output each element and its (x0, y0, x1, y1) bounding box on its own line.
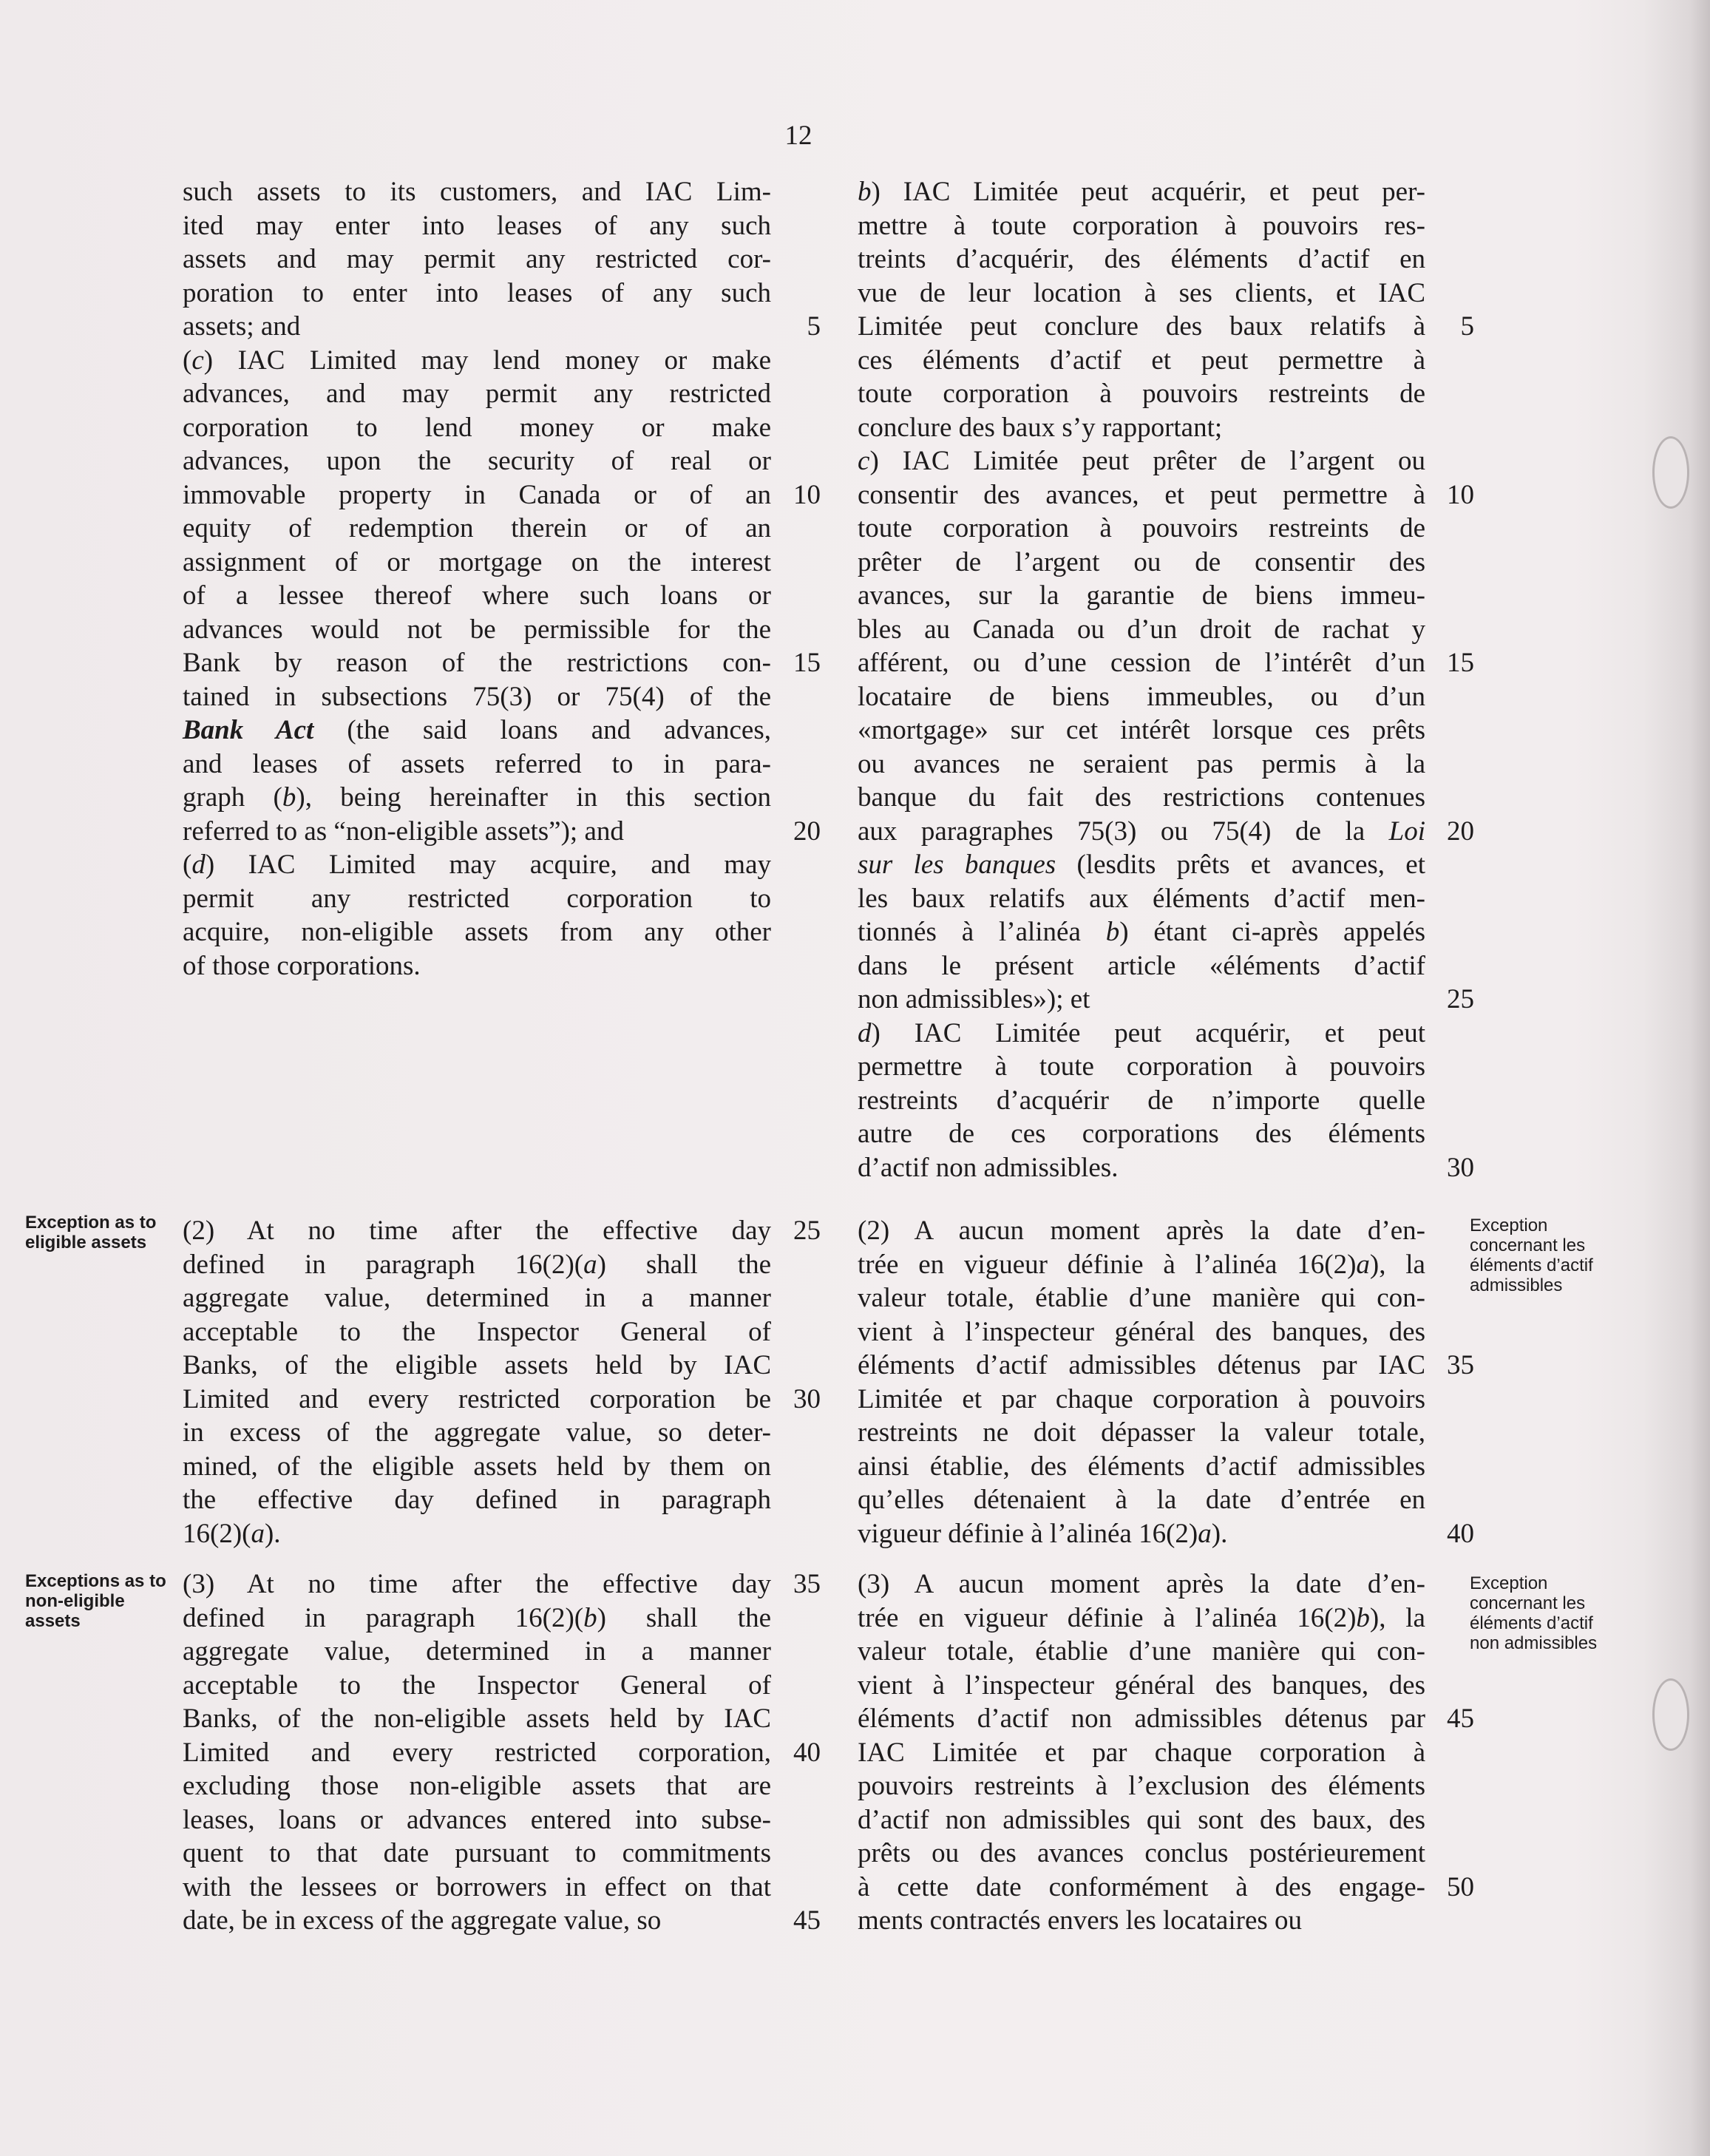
text-line: sur les banques (lesdits prêts et avances, et (858, 850, 1425, 880)
text-line: locataire de biens immeubles, ou d’un (858, 681, 1425, 712)
text-line: éléments d’actif admissibles détenus par IAC (858, 1350, 1425, 1380)
text-line: vient à l’inspecteur général des banques, des (858, 1316, 1425, 1347)
text-line: valeur totale, établie d’une manière qui con- (858, 1283, 1425, 1313)
text-line: Bank by reason of the restrictions con- (183, 648, 771, 678)
text-line: vigueur définie à l’alinéa 16(2)a). (858, 1518, 1228, 1549)
line-number-en: 30 (793, 1383, 821, 1414)
text-line: of a lessee thereof where such loans or (183, 580, 771, 611)
text-line: banque du fait des restrictions contenues (858, 782, 1425, 813)
text-line: Limitée peut conclure des baux relatifs à (858, 311, 1425, 342)
text-line: defined in paragraph 16(2)(b) shall the (183, 1602, 771, 1633)
english-subsection-2 (183, 1214, 771, 1550)
text-line: permettre à toute corporation à pouvoirs (858, 1051, 1425, 1082)
text-line: d’actif non admissibles. (858, 1152, 1119, 1183)
text-line: restreints d’acquérir de n’importe quelle (858, 1085, 1425, 1116)
text-line: Banks, of the non-eligible assets held by IAC (183, 1704, 771, 1734)
line-number-fr: 30 (1447, 1152, 1474, 1183)
line-number-fr: 35 (1447, 1350, 1474, 1380)
text-line: toute corporation à pouvoirs restreints de (858, 379, 1425, 409)
text-line: such assets to its customers, and IAC Lim- (183, 177, 771, 207)
text-line: advances would not be permissible for the (183, 614, 771, 645)
line-number-en: 35 (793, 1569, 821, 1599)
text-line: les baux relatifs aux éléments d’actif men- (858, 883, 1425, 914)
text-line: tained in subsections 75(3) or 75(4) of the (183, 681, 771, 712)
text-line: aggregate value, determined in a manner (183, 1636, 771, 1667)
text-line: leases, loans or advances entered into subse- (183, 1804, 771, 1835)
text-line: «mortgage» sur cet intérêt lorsque ces prêts (858, 715, 1425, 745)
text-line: ces éléments d’actif et peut permettre à (858, 345, 1425, 376)
text-line: defined in paragraph 16(2)(a) shall the (183, 1249, 771, 1280)
text-line: Limitée et par chaque corporation à pouvoirs (858, 1383, 1425, 1414)
text-line: vient à l’inspecteur général des banques, des (858, 1669, 1425, 1701)
text-line: qu’elles détenaient à la date d’entrée en (858, 1485, 1425, 1515)
text-line: prêts ou des avances conclus postérieurement (858, 1838, 1425, 1868)
text-line: ainsi établie, des éléments d’actif admissibles (858, 1451, 1425, 1482)
text-line: referred to as “non-eligible assets”); and (183, 816, 624, 847)
french-block-top (858, 175, 1425, 1184)
text-line: (d) IAC Limited may acquire, and may (183, 850, 771, 880)
line-number-en: 40 (793, 1737, 821, 1768)
text-line: advances, upon the security of real or (183, 446, 771, 476)
text-line: consentir des avances, et peut permettre à (858, 479, 1425, 510)
text-line: éléments d’actif non admissibles détenus par (858, 1704, 1425, 1734)
text-line: in excess of the aggregate value, so deter- (183, 1417, 771, 1448)
line-number-en: 15 (793, 648, 821, 678)
text-line: quent to that date pursuant to commitments (183, 1838, 771, 1868)
margin-note-eligible-en: Exception as to eligible assets (25, 1213, 157, 1252)
text-line: b) IAC Limitée peut acquérir, et peut per- (858, 177, 1425, 207)
text-line: equity of redemption therein or of an (183, 513, 771, 543)
text-line: aggregate value, determined in a manner (183, 1283, 771, 1313)
text-line: IAC Limitée et par chaque corporation à (858, 1737, 1425, 1768)
line-number-en: 45 (793, 1905, 821, 1936)
line-number-fr: 15 (1447, 648, 1474, 678)
text-line: date, be in excess of the aggregate value, so (183, 1905, 662, 1936)
line-number-fr: 50 (1447, 1871, 1474, 1902)
text-line: ou avances ne seraient pas permis à la (858, 748, 1425, 779)
english-block-top (183, 175, 771, 983)
page-number: 12 (784, 121, 812, 151)
text-line: and leases of assets referred to in para- (183, 748, 771, 779)
line-number-en: 10 (793, 479, 821, 510)
text-line: permit any restricted corporation to (183, 883, 771, 914)
text-line: treints d’acquérir, des éléments d’actif en (858, 244, 1425, 274)
french-subsection-2 (858, 1214, 1425, 1550)
text-line: afférent, ou d’une cession de l’intérêt d’un (858, 648, 1425, 678)
text-line: valeur totale, établie d’une manière qui con- (858, 1636, 1425, 1667)
text-line: prêter de l’argent ou de consentir des (858, 546, 1425, 577)
margin-note-non-eligible-fr: Exception concernant les éléments d’actif non admissibles (1470, 1573, 1598, 1653)
text-line: acceptable to the Inspector General of (183, 1316, 771, 1347)
text-line: (2) A aucun moment après la date d’en- (858, 1216, 1425, 1246)
line-number-fr: 5 (1460, 311, 1474, 342)
margin-note-eligible-fr: Exception concernant les éléments d’actif admissibles (1470, 1216, 1593, 1295)
line-number-fr: 40 (1447, 1518, 1474, 1549)
line-number-en: 25 (793, 1216, 821, 1246)
text-line: aux paragraphes 75(3) ou 75(4) de la Loi (858, 816, 1425, 847)
text-line: acquire, non-eligible assets from any other (183, 917, 771, 947)
text-line: c) IAC Limitée peut prêter de l’argent ou (858, 446, 1425, 476)
line-number-en: 20 (793, 816, 821, 847)
text-line: (c) IAC Limited may lend money or make (183, 345, 771, 376)
punch-hole-upper (1652, 436, 1689, 509)
text-line: the effective day defined in paragraph (183, 1485, 771, 1515)
text-line: trée en vigueur définie à l’alinéa 16(2)a), la (858, 1249, 1425, 1280)
french-subsection-3 (858, 1567, 1425, 1938)
text-line: trée en vigueur définie à l’alinéa 16(2)b), la (858, 1602, 1425, 1633)
text-line: corporation to lend money or make (183, 412, 771, 443)
margin-note-non-eligible-en: Exceptions as to non-eligible assets (25, 1571, 166, 1631)
page-edge-shadow (1643, 0, 1710, 2156)
text-line: (3) A aucun moment après la date d’en- (858, 1569, 1425, 1599)
english-subsection-3 (183, 1567, 771, 1938)
text-line: Bank Act (the said loans and advances, (183, 715, 771, 745)
text-line: immovable property in Canada or of an (183, 479, 771, 510)
line-number-fr: 20 (1447, 816, 1474, 847)
line-number-fr: 10 (1447, 479, 1474, 510)
text-line: Limited and every restricted corporation, (183, 1737, 771, 1768)
text-line: Limited and every restricted corporation be (183, 1383, 771, 1414)
text-line: (3) At no time after the effective day (183, 1569, 771, 1599)
text-line: assignment of or mortgage on the interest (183, 546, 771, 577)
text-line: advances, and may permit any restricted (183, 379, 771, 409)
line-number-en: 5 (807, 311, 821, 342)
text-line: vue de leur location à ses clients, et IAC (858, 277, 1425, 308)
text-line: bles au Canada ou d’un droit de rachat y (858, 614, 1425, 645)
text-line: conclure des baux s’y rapportant; (858, 412, 1223, 443)
line-number-fr: 45 (1447, 1704, 1474, 1734)
text-line: dans le présent article «éléments d’actif (858, 950, 1425, 981)
text-line: poration to enter into leases of any such (183, 277, 771, 308)
text-line: with the lessees or borrowers in effect on that (183, 1871, 771, 1902)
text-line: acceptable to the Inspector General of (183, 1669, 771, 1701)
line-number-fr: 25 (1447, 984, 1474, 1014)
text-line: à cette date conformément à des engage- (858, 1871, 1425, 1902)
text-line: autre de ces corporations des éléments (858, 1119, 1425, 1149)
text-line: ments contractés envers les locataires ou (858, 1905, 1303, 1936)
text-line: non admissibles»); et (858, 984, 1090, 1014)
text-line: assets and may permit any restricted cor- (183, 244, 771, 274)
text-line: (2) At no time after the effective day (183, 1216, 771, 1246)
text-line: d) IAC Limitée peut acquérir, et peut (858, 1017, 1425, 1048)
text-line: mined, of the eligible assets held by them on (183, 1451, 771, 1482)
text-line: ited may enter into leases of any such (183, 210, 771, 241)
text-line: of those corporations. (183, 950, 421, 981)
text-line: toute corporation à pouvoirs restreints de (858, 513, 1425, 543)
text-line: restreints ne doit dépasser la valeur totale, (858, 1417, 1425, 1448)
text-line: assets; and (183, 311, 301, 342)
text-line: graph (b), being hereinafter in this section (183, 782, 771, 813)
text-line: 16(2)(a). (183, 1518, 281, 1549)
text-line: avances, sur la garantie de biens immeu- (858, 580, 1425, 611)
text-line: excluding those non-eligible assets that are (183, 1771, 771, 1801)
text-line: d’actif non admissibles qui sont des baux, des (858, 1804, 1425, 1835)
text-line: mettre à toute corporation à pouvoirs res- (858, 210, 1425, 241)
text-line: tionnés à l’alinéa b) étant ci-après appelés (858, 917, 1425, 947)
text-line: Banks, of the eligible assets held by IAC (183, 1350, 771, 1380)
text-line: pouvoirs restreints à l’exclusion des éléments (858, 1771, 1425, 1801)
punch-hole-lower (1652, 1678, 1689, 1751)
